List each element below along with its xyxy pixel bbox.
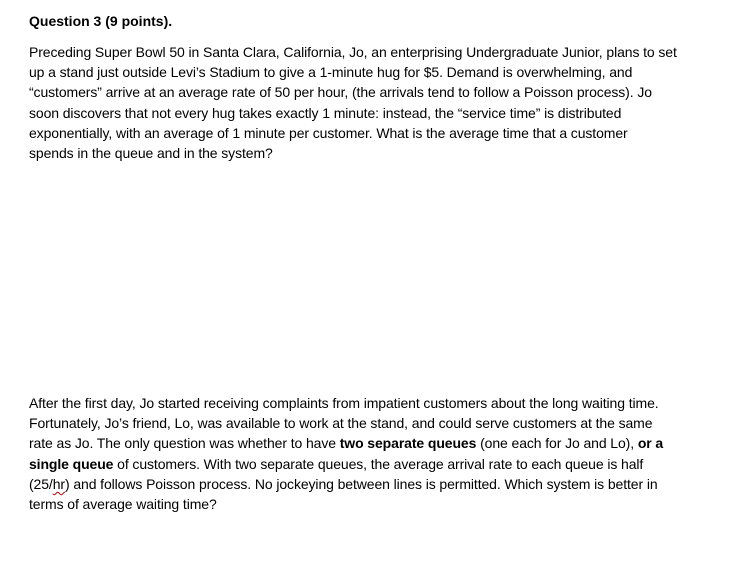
question-part-1 [29, 42, 719, 163]
text-line [29, 474, 719, 494]
text-run: ) and follows Poisson process. No jockeying between lines is permitted. Which system is better in [64, 475, 658, 492]
spellcheck-underlined-word[interactable]: hr [52, 475, 65, 492]
text-run: (one each for Jo and Lo), [476, 435, 638, 452]
text-line: “customers” arrive at an average rate of 50 per hour, (the arrivals tend to follow a Poisson process). Jo [29, 84, 652, 101]
text-line: Fortunately, Jo’s friend, Lo, was available to work at the stand, and could serve customers at the same [29, 415, 653, 432]
text-run: (25/ [29, 475, 53, 492]
bold-term-single-queue: single queue [29, 455, 114, 472]
text-line: exponentially, with an average of 1 minute per customer. What is the average time that a customer [29, 124, 628, 141]
bold-term-two-separate-queues: two separate queues [339, 435, 477, 452]
question-part-2 [29, 393, 719, 514]
text-line: up a stand just outside Levi’s Stadium to give a 1-minute hug for $5. Demand is overwhelming, and [29, 64, 633, 81]
text-line: soon discovers that not every hug takes exactly 1 minute: instead, the “service time” is distributed [29, 104, 622, 121]
bold-term-or-a: or a [637, 435, 664, 452]
text-line: Preceding Super Bowl 50 in Santa Clara, California, Jo, an enterprising Undergraduate Junior, plans to set [29, 44, 677, 60]
text-line: spends in the queue and in the system? [29, 145, 273, 162]
text-run: of customers. With two separate queues, the average arrival rate to each queue is half [113, 455, 644, 472]
text-line [29, 433, 719, 453]
text-line: After the first day, Jo started receiving complaints from impatient customers about the long waiting time. [29, 395, 659, 411]
question-title: Question 3 (9 points). [29, 13, 173, 29]
text-line: terms of average waiting time? [29, 496, 217, 513]
text-line [29, 454, 719, 474]
text-run: rate as Jo. The only question was whether to have [29, 435, 340, 452]
